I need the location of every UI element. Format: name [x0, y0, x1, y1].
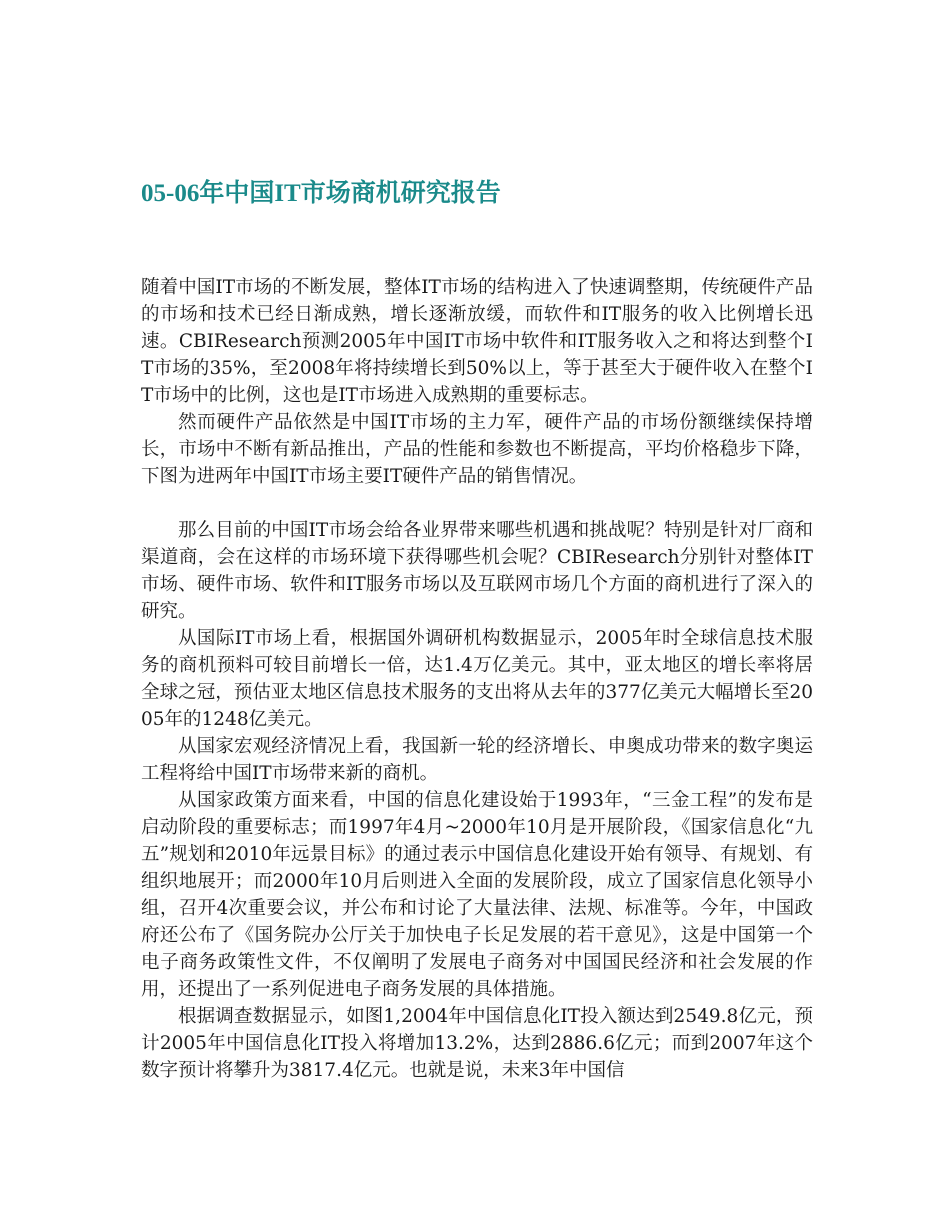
paragraph-1: 随着中国IT市场的不断发展，整体IT市场的结构进入了快速调整期，传统硬件产品的市场和技术已经日渐成熟，增长逐渐放缓，而软件和IT服务的收入比例增长迅速。CBIResearch预测2005年中国IT市场中软件和IT服务收入之和将达到整个IT市场的35%，至2008年将持续增长到50%以上，等于甚至大于硬件收入在整个IT市场中的比例，这也是IT市场进入成熟期的重要标志。: [141, 277, 813, 406]
paragraph-3: 那么目前的中国IT市场会给各业界带来哪些机遇和挑战呢？特别是针对厂商和渠道商，会在这样的市场环境下获得哪些机会呢？CBIResearch分别针对整体IT市场、硬件市场、软件和IT服务市场以及互联网市场几个方面的商机进行了深入的研究。: [141, 520, 813, 622]
paragraph-6: 从国家政策方面来看，中国的信息化建设始于1993年，“三金工程”的发布是启动阶段的重要标志；而1997年4月~2000年10月是开展阶段，《国家信息化“九五”规划和2010年远景目标》的通过表示中国信息化建设开始有领导、有规划、有组织地展开；而2000年10月后则进入全面的发展阶段，成立了国家信息化领导小组，召开4次重要会议，并公布和讨论了大量法律、法规、标准等。今年，中国政府还公布了《国务院办公厅关于加快电子长足发展的若干意见》，这是中国第一个电子商务政策性文件，不仅阐明了发展电子商务对中国国民经济和社会发展的作用，还提出了一系列促进电子商务发展的具体措施。: [141, 790, 813, 1000]
paragraph-4: 从国际IT市场上看，根据国外调研机构数据显示，2005年时全球信息技术服务的商机预料可较目前增长一倍，达1.4万亿美元。其中，亚太地区的增长率将居全球之冠，预估亚太地区信息技术服务的支出将从去年的377亿美元大幅增长至2005年的1248亿美元。: [141, 628, 813, 730]
page-title: 05-06年中国IT市场商机研究报告: [141, 180, 501, 207]
paragraph-5: 从国家宏观经济情况上看，我国新一轮的经济增长、申奥成功带来的数字奥运工程将给中国IT市场带来新的商机。: [141, 736, 813, 784]
paragraph-2: 然而硬件产品依然是中国IT市场的主力军，硬件产品的市场份额继续保持增长，市场中不断有新品推出，产品的性能和参数也不断提高，平均价格稳步下降，下图为进两年中国IT市场主要IT硬件产品的销售情况。: [141, 412, 813, 487]
paragraph-7: 根据调查数据显示，如图1,2004年中国信息化IT投入额达到2549.8亿元，预计2005年中国信息化IT投入将增加13.2%，达到2886.6亿元；而到2007年这个数字预计将攀升为3817.4亿元。也就是说，未来3年中国信: [141, 1006, 813, 1081]
article-body: [141, 274, 813, 1084]
